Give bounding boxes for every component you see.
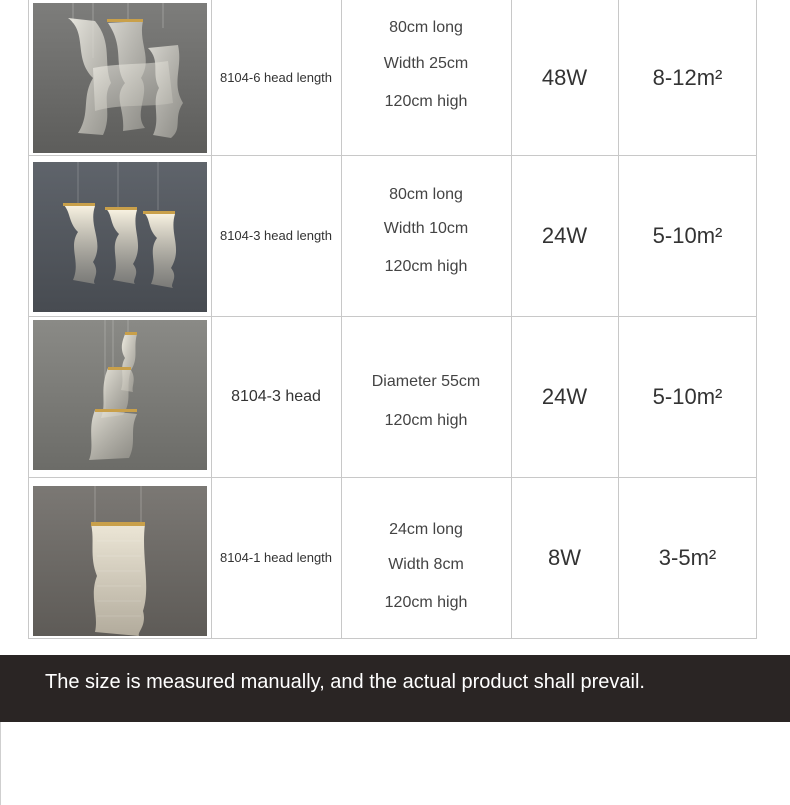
product-photo-3-head-length	[33, 162, 207, 312]
dimension-length: 80cm long	[389, 186, 463, 203]
dimensions-cell	[342, 155, 510, 316]
power-value: 24W	[541, 383, 588, 409]
product-photo-3-head	[33, 320, 207, 470]
dimension-width: Width 10cm	[383, 220, 469, 237]
coverage-area: 8-12m²	[652, 64, 723, 90]
product-photo-6-head	[33, 3, 207, 153]
dimension-height: 120cm high	[384, 93, 468, 110]
dimension-height: 120cm high	[384, 594, 468, 611]
coverage-area: 5-10m²	[652, 222, 723, 248]
table-row	[28, 316, 757, 478]
coverage-area: 5-10m²	[652, 383, 723, 409]
table-row	[28, 0, 757, 156]
dimensions-cell	[342, 0, 510, 155]
dimension-height: 120cm high	[384, 412, 468, 429]
coverage-area: 3-5m²	[658, 544, 717, 570]
dimension-length: 80cm long	[389, 19, 463, 36]
model-name: 8104-1 head length	[219, 550, 333, 565]
power-value: 8W	[548, 544, 581, 570]
model-name: 8104-6 head length	[219, 70, 333, 85]
model-name: 8104-3 head	[231, 387, 321, 405]
power-value: 24W	[541, 222, 588, 248]
table-row	[28, 155, 757, 317]
table-row	[28, 477, 757, 639]
dimension-height: 120cm high	[384, 258, 468, 275]
product-photo-1-head	[33, 486, 207, 636]
disclaimer-text: The size is measured manually, and the actual product shall prevail.	[45, 671, 645, 693]
dimensions-cell	[342, 477, 510, 638]
disclaimer-banner	[0, 655, 790, 722]
dimension-width: Width 25cm	[383, 55, 469, 72]
model-name: 8104-3 head length	[219, 228, 333, 243]
dimension-length: 24cm long	[389, 521, 463, 538]
page-edge-line	[0, 722, 1, 805]
dimension-diameter: Diameter 55cm	[371, 373, 481, 390]
power-value: 48W	[541, 64, 588, 90]
dimension-width: Width 8cm	[388, 556, 464, 573]
dimensions-cell	[342, 316, 510, 477]
